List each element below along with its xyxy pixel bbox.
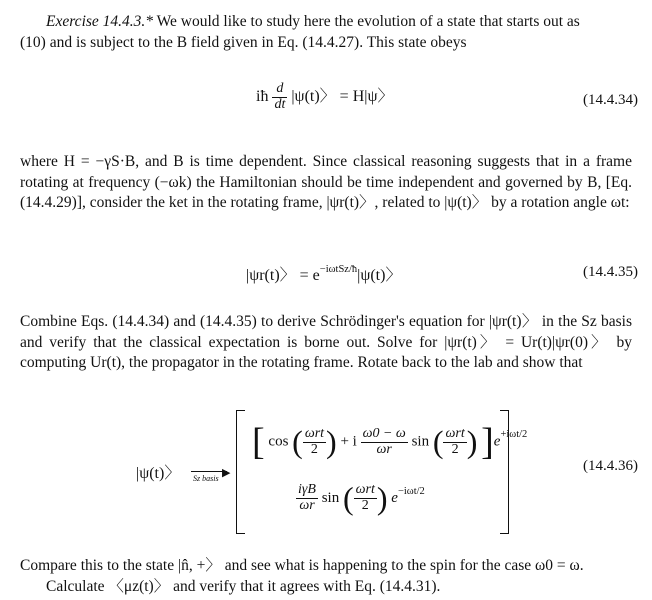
top-cos: cos — [268, 433, 289, 450]
top-cos-arg — [303, 427, 326, 457]
eq1-frac-num: d — [276, 81, 284, 96]
top-cos-arg-num: ωrt — [304, 425, 325, 441]
equation-14-4-36 — [0, 402, 652, 552]
top-exp-sup: +iωt/2 — [500, 429, 528, 441]
equation-14-4-34 — [0, 80, 652, 120]
eq1-fraction — [272, 82, 287, 112]
bot-sin: sin — [321, 489, 340, 506]
equation-number-14-4-35: (14.4.35) — [583, 264, 638, 280]
paren-close-3: ) — [376, 480, 388, 516]
eq1-frac-den: dt — [274, 96, 286, 112]
paren-open: ( — [292, 423, 303, 460]
paren-open-2: ( — [432, 423, 444, 460]
equation-number-14-4-36: (14.4.36) — [583, 458, 638, 474]
bot-exp-sup: −iωt/2 — [397, 485, 425, 497]
top-bracket-close: ] — [481, 421, 494, 463]
bot-exp: e — [391, 489, 398, 506]
equation-number-14-4-34: (14.4.34) — [583, 92, 638, 108]
top-sin-arg-den: 2 — [443, 442, 466, 458]
equation-14-4-35 — [0, 256, 652, 296]
intro-line-2: and is subject to the B field given in Eq. (14.4.27). This state obeys — [45, 33, 467, 51]
top-coef — [361, 427, 408, 457]
top-sin: sin — [411, 433, 430, 450]
top-cos-arg-den: 2 — [303, 442, 326, 458]
bot-sin-arg-num: ωrt — [355, 482, 375, 498]
top-bracket-open: [ — [252, 421, 265, 463]
eq2-exponent: −iωtSz/ħ — [319, 264, 358, 275]
arrow-label: Sz basis — [193, 474, 219, 483]
top-coef-num: ω0 − ω — [362, 425, 406, 441]
paren-open-3: ( — [342, 480, 354, 516]
matrix-lhs: |ψ(t)〉 — [136, 465, 181, 482]
intro-line-1: We would like to study here the evolution of a state that starts out as — [153, 13, 580, 30]
calculate-line: Calculate 〈μz(t)〉 and verify that it agrees with Eq. (14.4.31). — [46, 577, 441, 595]
equation-14-4-35-body — [246, 262, 401, 285]
bot-sin-arg-den: 2 — [354, 498, 377, 514]
left-bracket — [236, 410, 245, 534]
exercise-title: Exercise 14.4.3.* — [46, 13, 154, 30]
paragraph-compare — [20, 556, 632, 597]
bot-coef — [296, 483, 318, 513]
eq2-lhs: |ψr(t)〉 = e — [246, 267, 320, 284]
top-coef-den: ωr — [361, 442, 408, 458]
paren-close-2: ) — [466, 423, 478, 460]
arrow-head-icon: ▶ — [222, 467, 231, 479]
bot-sin-arg — [354, 483, 377, 513]
matrix-bottom-row — [296, 480, 425, 517]
equation-14-4-34-body — [256, 82, 393, 112]
eq1-lhs: iħ — [256, 87, 269, 105]
eq1-rhs: |ψ(t)〉 = H|ψ〉 — [291, 87, 394, 105]
compare-line: Compare this to the state |n̂, +〉 and see what is happening to the spin for the case ω0 = ω. — [20, 557, 584, 574]
matrix-top-row — [252, 420, 527, 464]
paragraph-hamiltonian: where H = −γS·B, and B is time dependent. Since classical reasoning suggests that in a frame rotating at frequency (−ωk) the Hamiltonian should be time independent and governed by B, [Eq. (14.4.29)], consider the ket in the rotating frame, |ψr(t)〉, related to |ψ(t)〉 by a rotation angle ωt: — [20, 153, 632, 211]
top-plus-i: + i — [340, 433, 357, 450]
bot-coef-den: ωr — [296, 498, 318, 514]
top-sin-arg — [443, 427, 466, 457]
paren-close: ) — [326, 423, 337, 460]
initial-state: (10) — [20, 33, 46, 51]
top-exp: e — [493, 433, 501, 450]
exercise-intro — [20, 12, 632, 53]
top-sin-arg-num: ωrt — [445, 425, 465, 441]
paragraph-combine: Combine Eqs. (14.4.34) and (14.4.35) to derive Schrödinger's equation for |ψr(t)〉 in the Sz basis and verify that the classical expectation is borne out. Solve for |ψr(t)〉 = Ur(t)|ψr(0)〉 by computing Ur(t), the propagator in the rotating frame. Rotate back to the lab and show that — [20, 313, 632, 371]
eq2-rhs: |ψ(t)〉 — [357, 267, 402, 284]
bot-coef-num: iγB — [298, 482, 316, 498]
